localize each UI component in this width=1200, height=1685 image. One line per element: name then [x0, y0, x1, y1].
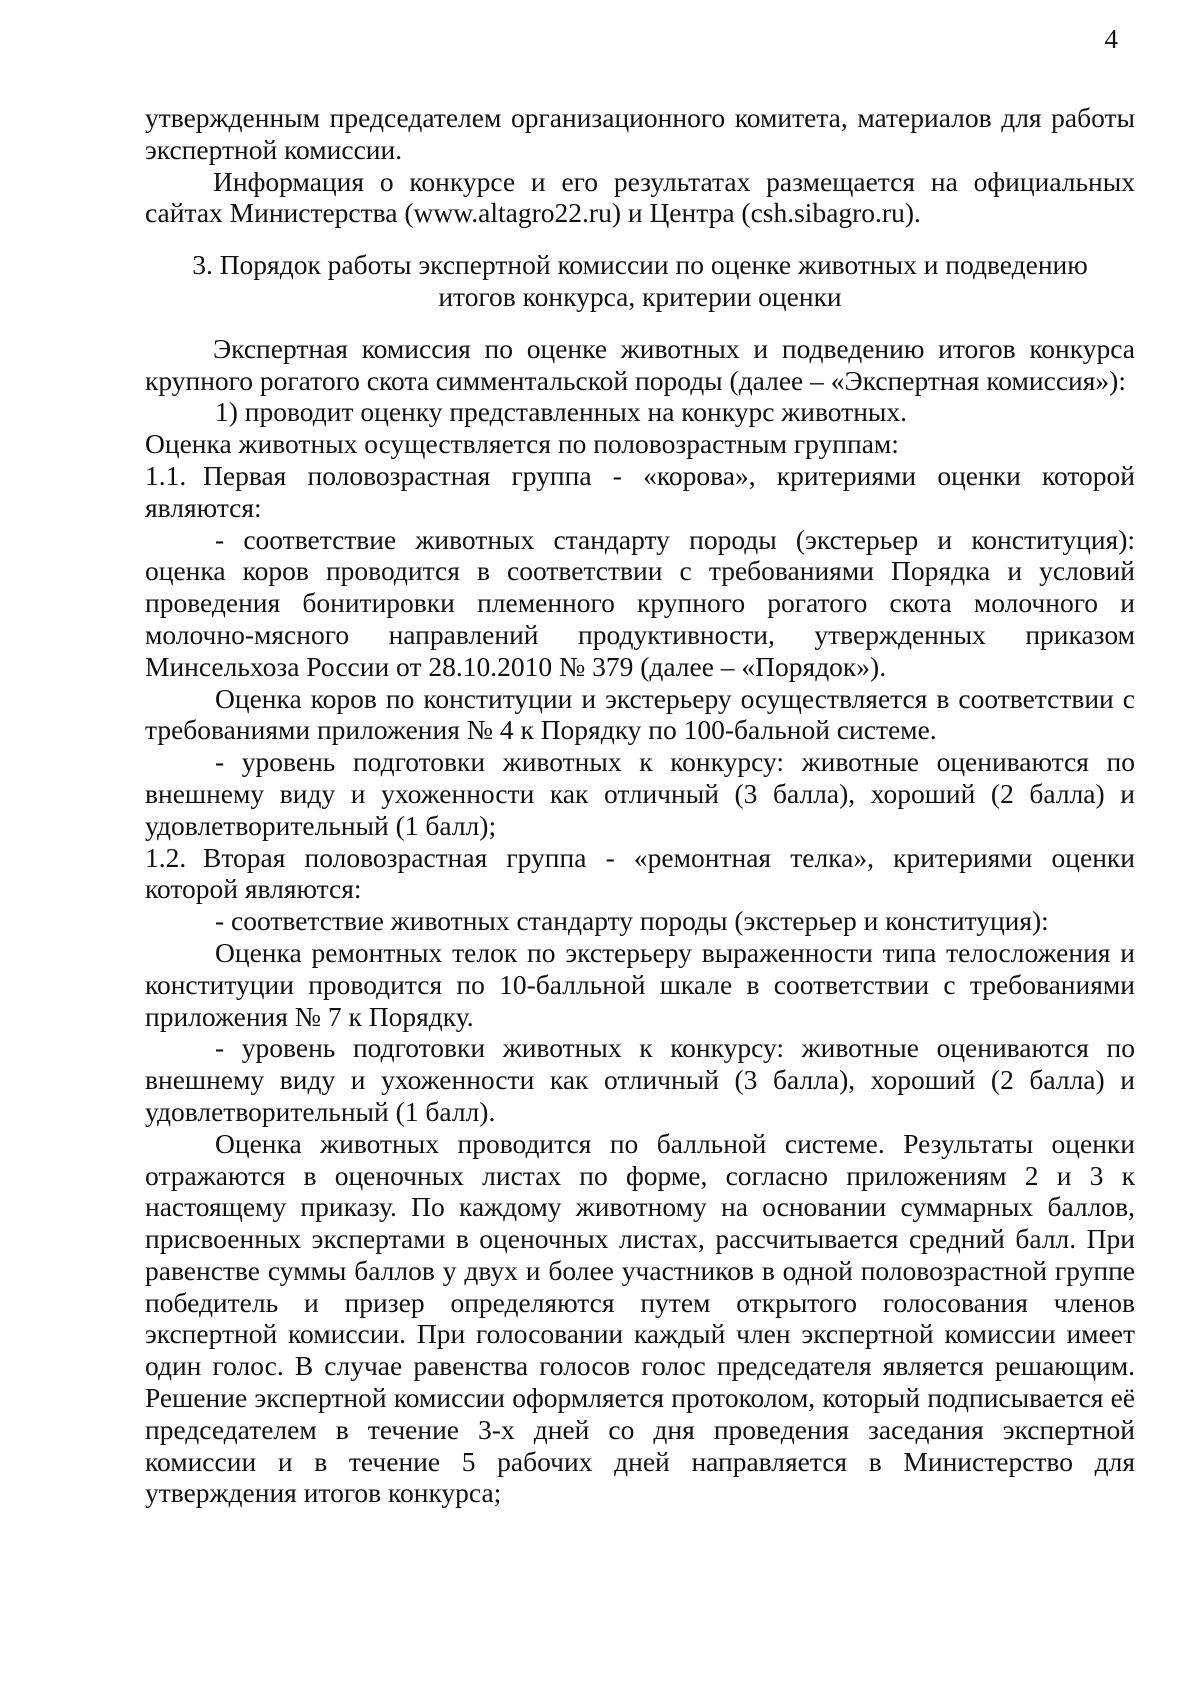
paragraph-group-2: [145, 842, 1135, 906]
item-text: Первая половозрастная группа - «корова», критериями оценки которой являются:: [145, 459, 1135, 523]
paragraph-heifer-exterior: Оценка ремонтных телок по экстерьеру выраженности типа телосложения и конституции проводится по 10-балльной шкале в соответствии с требованиями приложения № 7 к Порядку.: [145, 936, 1135, 1032]
document-body: [145, 102, 1135, 1509]
paragraph-cow-standard: - соответствие животных стандарту породы (экстерьер и конституция): оценка коров проводится в соответствии с требованиями Порядка и условий проведения бонитировки племенного крупного рогатого скота молочного и молочно-мясного направлений продуктивности, утвержденных приказом Минсельхоза России от 28.10.2010 № 379 (далее – «Порядок»).: [145, 523, 1135, 682]
paragraph-expert-commission: Экспертная комиссия по оценке животных и подведению итогов конкурса крупного рогатого скота симментальской породы (далее – «Экспертная комиссия»):: [145, 332, 1135, 396]
paragraph-cow-constitution: Оценка коров по конституции и экстерьеру осуществляется в соответствии с требованиями приложения № 4 к Порядку по 100-бальной системе.: [145, 682, 1135, 746]
paragraph-heifer-preparation: - уровень подготовки животных к конкурсу: животные оцениваются по внешнему виду и ухоженности как отличный (3 балла), хороший (2 балла) и удовлетворительный (1 балл).: [145, 1032, 1135, 1127]
item-text: Вторая половозрастная группа - «ремонтная телка», критериями оценки которой являются:: [145, 841, 1135, 905]
page-number: 4: [1104, 24, 1118, 54]
paragraph-group-1: [145, 460, 1135, 524]
paragraph-cow-preparation: - уровень подготовки животных к конкурсу: животные оцениваются по внешнему виду и ухоженности как отличный (3 балла), хороший (2 балла) и удовлетворительный (1 балл);: [145, 746, 1135, 841]
paragraph-age-groups: Оценка животных осуществляется по половозрастным группам:: [145, 428, 899, 460]
section-heading: 3. Порядок работы экспертной комиссии по оценке животных и подведению итогов конкурса, критерии оценки: [192, 249, 1088, 312]
paragraph-heifer-standard: - соответствие животных стандарту породы (экстерьер и конституция):: [215, 905, 1049, 937]
paragraph-continuation: утвержденным председателем организационного комитета, материалов для работы экспертной комиссии.: [145, 102, 1135, 165]
item-number: 1.1.: [145, 459, 187, 491]
paragraph-item-1: 1) проводит оценку представленных на конкурс животных.: [215, 396, 908, 428]
paragraph-scoring-system: Оценка животных проводится по балльной системе. Результаты оценки отражаются в оценочных листах по форме, согласно приложениям 2 и 3 к настоящему приказу. По каждому животному на основании суммарных баллов, присвоенных экспертами в оценочных листах, рассчитывается средний балл. При равенстве суммы баллов у двух и более участников в одной половозрастной группе победитель и призер определяются путем открытого голосования членов экспертной комиссии. При голосовании каждый член экспертной комиссии имеет один голос. В случае равенства голосов голос председателя является решающим. Решение экспертной комиссии оформляется протоколом, который подписывается её председателем в течение 3-х дней со дня проведения заседания экспертной комиссии и в течение 5 рабочих дней направляется в Министерство для утверждения итогов конкурса;: [145, 1127, 1135, 1509]
item-number: 1.2.: [145, 841, 187, 873]
paragraph-info-websites: Информация о конкурсе и его результатах размещается на официальных сайтах Министерства (www.altagro22.ru) и Центра (csh.sibagro.ru).: [145, 165, 1135, 229]
